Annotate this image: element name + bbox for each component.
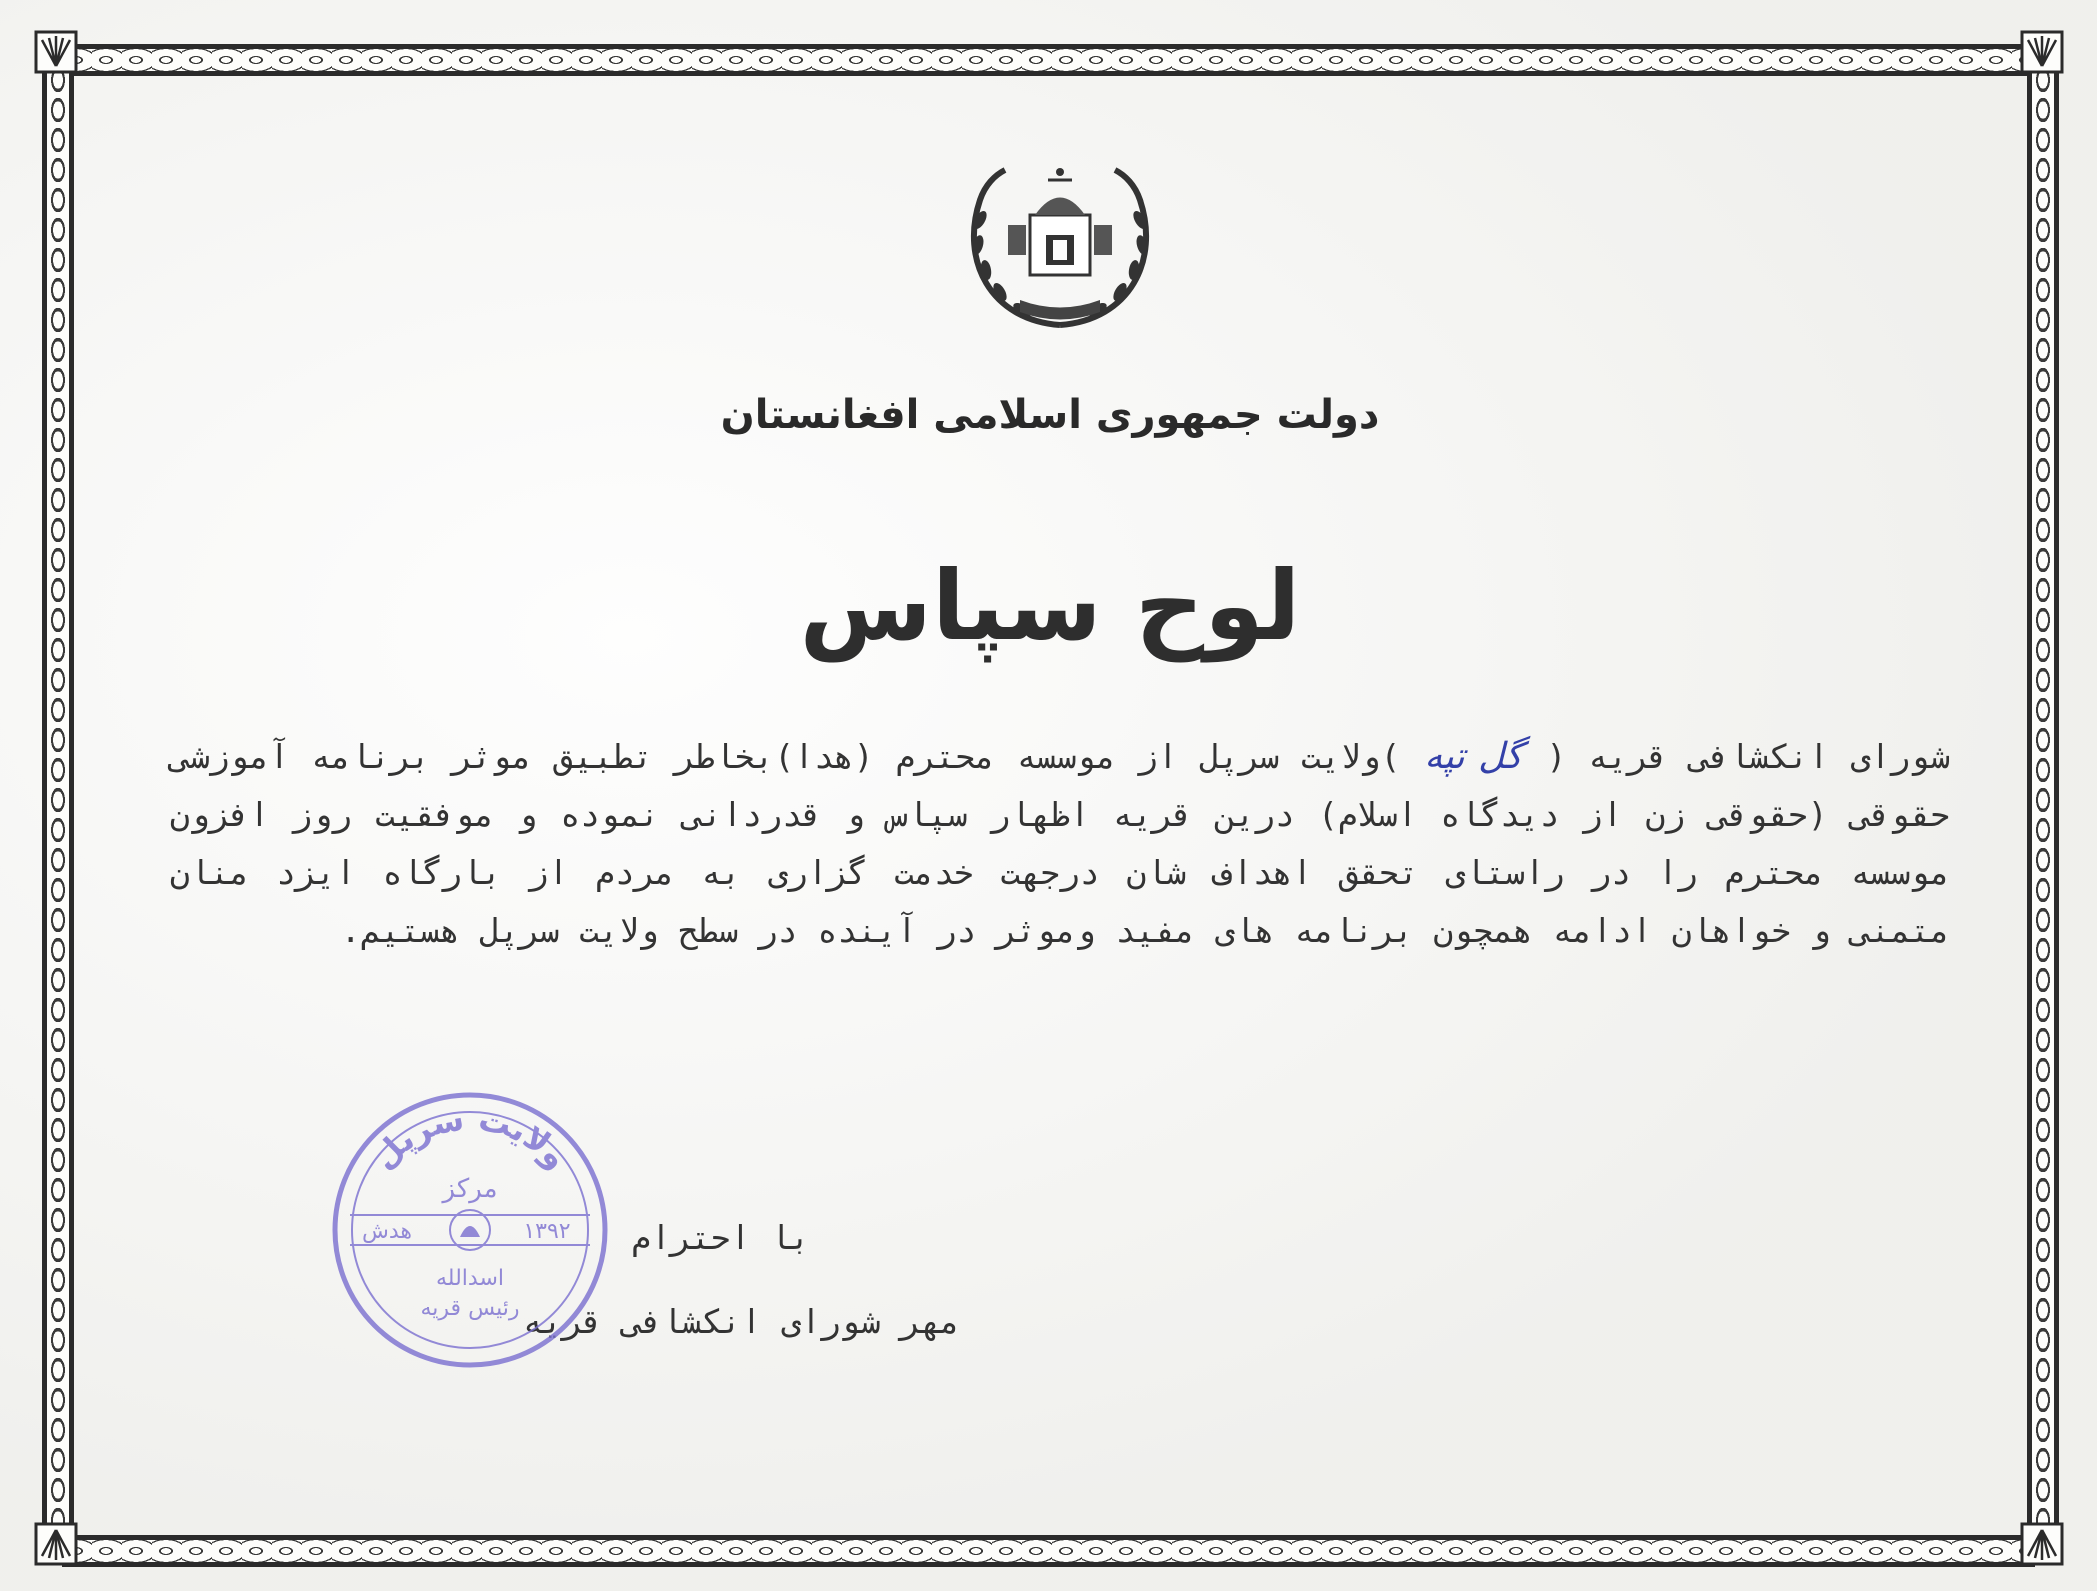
government-title: دولت جمهوری اسلامی افغانستان (720, 392, 1380, 438)
handwritten-village-name: گل تپه (1424, 736, 1523, 777)
stamp-name-text: اسدالله (436, 1266, 504, 1291)
corner-ornament-icon (34, 30, 78, 74)
stamp-mid-text: مرکز (442, 1174, 498, 1204)
stamp-left-text: هدش (361, 1219, 413, 1244)
border-right (2027, 66, 2059, 1537)
corner-ornament-icon (2020, 1522, 2064, 1566)
stamp-bottom-text: رئیس قریه (420, 1296, 520, 1321)
certificate-title: لوح سپاس (799, 550, 1301, 662)
body-text-start: شورای انکشافی قریه ( (1546, 737, 1951, 776)
council-stamp (325, 1085, 615, 1375)
closing-phrase: با احترام (631, 1218, 810, 1257)
border-top (62, 44, 2035, 76)
border-bottom (62, 1535, 2035, 1567)
certificate-body (170, 728, 1950, 960)
afghanistan-emblem-icon (950, 140, 1170, 340)
stamp-year-text: ۱۳۹۲ (523, 1219, 571, 1244)
body-text-rest: )ولایت سرپل از موسسه محترم (هدا)بخاطر تطبیق موثر برنامه آموزشی حقوقی (حقوقی زن از دیدگاه اسلام) درین قریه اظهار سپاس و قدردانی نموده و موفقیت روز افزون موسسه محترم را در راستای تحقق اهداف شان درجهت خدمت گزاری به مردم از بارگاه ایزد منان متمنی و خواهان ادامه همچون برنامه های مفید وموثر در آینده در سطح ولایت سرپل هستیم. (170, 737, 1950, 950)
corner-ornament-icon (2020, 30, 2064, 74)
border-left (42, 66, 74, 1537)
seal-caption: مهر شورای انکشافی قریه (522, 1302, 960, 1341)
corner-ornament-icon (34, 1522, 78, 1566)
stamp-top-text: ولایت سرپل (364, 1099, 576, 1177)
